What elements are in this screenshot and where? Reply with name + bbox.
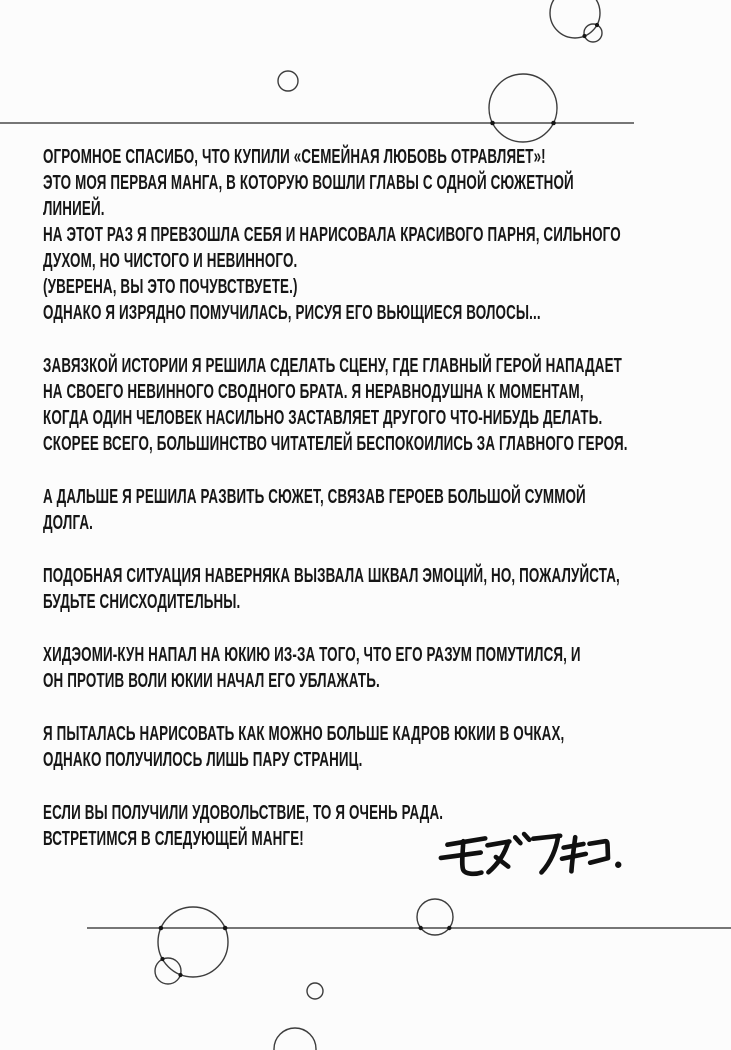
text-line: ЕСЛИ ВЫ ПОЛУЧИЛИ УДОВОЛЬСТВИЕ, ТО Я ОЧЕНЬ РАДА. xyxy=(43,802,444,824)
text-line: ДУХОМ, НО ЧИСТОГО И НЕВИННОГО. xyxy=(43,250,298,272)
bubble-circle xyxy=(274,1028,316,1050)
paragraph xyxy=(43,721,628,773)
paragraph xyxy=(43,800,628,852)
paragraph xyxy=(43,353,628,457)
text-line: ДОЛГА. xyxy=(43,512,93,534)
text-line: ЭТО МОЯ ПЕРВАЯ МАНГА, В КОТОРУЮ ВОШЛИ ГЛАВЫ С ОДНОЙ СЮЖЕТНОЙ xyxy=(43,172,574,194)
text-line: (УВЕРЕНА, ВЫ ЭТО ПОЧУВСТВУЕТЕ.) xyxy=(43,276,298,298)
text-line: ЛИНИЕЙ. xyxy=(43,198,105,220)
text-line: ОГРОМНОЕ СПАСИБО, ЧТО КУПИЛИ «СЕМЕЙНАЯ ЛЮБОВЬ ОТРАВЛЯЕТ»! xyxy=(43,146,546,168)
text-line: НА ЭТОТ РАЗ Я ПРЕВЗОШЛА СЕБЯ И НАРИСОВАЛА КРАСИВОГО ПАРНЯ, СИЛЬНОГО xyxy=(43,224,621,246)
bubble-circles-top xyxy=(278,0,602,142)
bubble-circle xyxy=(584,24,602,42)
text-line: ПОДОБНАЯ СИТУАЦИЯ НАВЕРНЯКА ВЫЗВАЛА ШКВАЛ ЭМОЦИЙ, НО, ПОЖАЛУЙСТА, xyxy=(43,565,620,587)
text-line: ОН ПРОТИВ ВОЛИ ЮКИИ НАЧАЛ ЕГО УБЛАЖАТЬ. xyxy=(43,670,380,692)
text-line: ОДНАКО ПОЛУЧИЛОСЬ ЛИШЬ ПАРУ СТРАНИЦ. xyxy=(43,749,363,771)
bubble-circle xyxy=(158,907,228,977)
text-line: А ДАЛЬШЕ Я РЕШИЛА РАЗВИТЬ СЮЖЕТ, СВЯЗАВ ГЕРОЕВ БОЛЬШОЙ СУММОЙ xyxy=(43,486,586,508)
bubble-circles-bottom xyxy=(155,899,453,1050)
text-line: ЗАВЯЗКОЙ ИСТОРИИ Я РЕШИЛА СДЕЛАТЬ СЦЕНУ, ГДЕ ГЛАВНЫЙ ГЕРОЙ НАПАДАЕТ xyxy=(43,355,623,377)
bubble-circle xyxy=(417,899,453,935)
bubble-circle xyxy=(307,983,323,999)
text-line: НА СВОЕГО НЕВИННОГО СВОДНОГО БРАТА. Я НЕРАВНОДУШНА К МОМЕНТАМ, xyxy=(43,381,584,403)
bubble-circle xyxy=(489,74,557,142)
text-line: СКОРЕЕ ВСЕГО, БОЛЬШИНСТВО ЧИТАТЕЛЕЙ БЕСПОКОИЛИСЬ ЗА ГЛАВНОГО ГЕРОЯ. xyxy=(43,433,628,455)
afterword-text xyxy=(43,144,628,852)
bubble-circle xyxy=(278,71,298,91)
bubble-circle xyxy=(550,0,600,38)
text-line: ВСТРЕТИМСЯ В СЛЕДУЮЩЕЙ МАНГЕ! xyxy=(43,828,304,850)
text-line: Я ПЫТАЛАСЬ НАРИСОВАТЬ КАК МОЖНО БОЛЬШЕ КАДРОВ ЮКИИ В ОЧКАХ, xyxy=(43,723,565,745)
text-line: КОГДА ОДИН ЧЕЛОВЕК НАСИЛЬНО ЗАСТАВЛЯЕТ ДРУГОГО ЧТО-НИБУДЬ ДЕЛАТЬ. xyxy=(43,407,603,429)
paragraph xyxy=(43,563,628,615)
bubble-circle xyxy=(155,958,181,984)
paragraph xyxy=(43,642,628,694)
paragraph xyxy=(43,144,628,326)
paragraph xyxy=(43,484,628,536)
text-line: ХИДЭОМИ-КУН НАПАЛ НА ЮКИЮ ИЗ-ЗА ТОГО, ЧТО ЕГО РАЗУМ ПОМУТИЛСЯ, И xyxy=(43,644,581,666)
text-line: ОДНАКО Я ИЗРЯДНО ПОМУЧИЛАСЬ, РИСУЯ ЕГО ВЬЮЩИЕСЯ ВОЛОСЫ... xyxy=(43,302,541,324)
text-line: БУДЬТЕ СНИСХОДИТЕЛЬНЫ. xyxy=(43,591,241,613)
